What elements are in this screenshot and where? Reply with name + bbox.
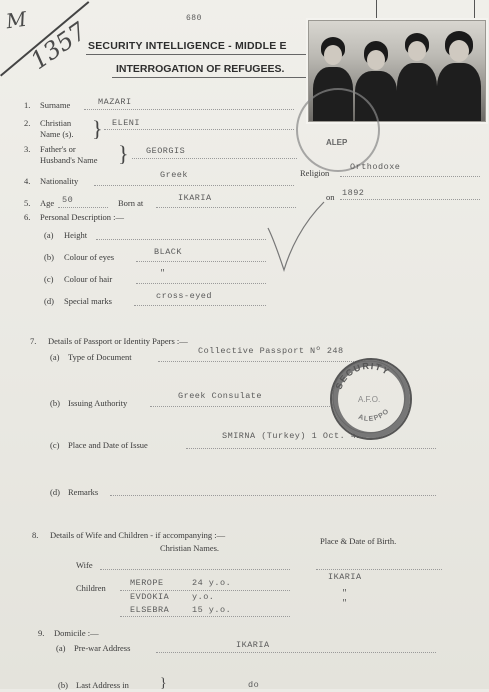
personal-description-label: Personal Description :— <box>40 212 125 222</box>
section-8-number: 8. <box>32 530 39 540</box>
marks-label: Special marks <box>64 296 112 306</box>
prewar-label: Pre-war Address <box>74 643 131 653</box>
father-name-label2: Husband's Name <box>40 155 98 165</box>
svg-text:SECURITY <box>334 361 392 391</box>
father-name-value: GEORGIS <box>146 146 186 156</box>
stamp-bottom-text: ALEPPO <box>357 407 391 424</box>
handwritten-number: 1357 <box>25 17 92 75</box>
age-label: Age <box>40 198 55 208</box>
hair-value: " <box>160 268 166 278</box>
wife-line <box>100 569 290 570</box>
born-on-value: 1892 <box>342 188 365 198</box>
issuing-letter: (b) <box>50 398 60 408</box>
wife-place-line <box>316 569 442 570</box>
field-6-number: 6. <box>24 212 31 222</box>
nationality-value: Greek <box>160 170 189 180</box>
christian-bracket: } <box>92 116 103 141</box>
prewar-value: IKARIA <box>236 640 270 650</box>
page-number: 680 <box>186 14 202 23</box>
wife-label: Wife <box>76 560 93 570</box>
passport-heading: Details of Passport or Identity Papers :— <box>48 336 188 346</box>
field-1-number: 1. <box>24 100 31 110</box>
issue-place-label: Place and Date of Issue <box>68 440 148 450</box>
child-1-name: MEROPE <box>130 578 164 588</box>
domicile-heading: Domicile :— <box>54 628 99 638</box>
nationality-label: Nationality <box>40 176 79 186</box>
surname-value: MAZARI <box>98 97 132 107</box>
field-3-number: 3. <box>24 144 31 154</box>
prewar-letter: (a) <box>56 643 66 653</box>
child-3-place: " <box>342 598 348 608</box>
religion-line <box>340 176 480 177</box>
eyes-line <box>136 261 266 262</box>
religion-value: Orthodoxe <box>350 162 401 172</box>
stamp-top-text: SECURITY <box>333 360 392 391</box>
christian-names-header: Christian Names. <box>160 543 220 553</box>
child-3-line <box>120 616 290 617</box>
stamp-middle-text: A.F.O. <box>358 395 381 404</box>
christian-name-value: ELENI <box>112 118 141 128</box>
child-2-age: y.o. <box>192 592 215 602</box>
last-address-letter: (b) <box>58 680 68 690</box>
eyes-letter: (b) <box>44 252 54 262</box>
section-7-number: 7. <box>30 336 37 346</box>
height-line <box>96 239 266 240</box>
eyes-value: BLACK <box>154 247 183 257</box>
remarks-line <box>110 495 436 496</box>
field-2-number: 2. <box>24 118 31 128</box>
eyes-label: Colour of eyes <box>64 252 115 262</box>
child-3-name: ELSEBRA <box>130 605 170 615</box>
person-4 <box>437 31 481 121</box>
issuing-label: Issuing Authority <box>68 398 128 408</box>
remarks-letter: (d) <box>50 487 60 497</box>
child-2-place: " <box>342 588 348 598</box>
top-box-edge-right <box>474 0 475 20</box>
last-address-value: do <box>248 680 260 690</box>
born-on-line <box>340 199 480 200</box>
doc-type-letter: (a) <box>50 352 60 362</box>
father-name-line <box>132 158 297 159</box>
issue-place-value: SMIRNA (Turkey) 1 Oct. 42 <box>222 431 363 441</box>
father-name-label: Father's or <box>40 144 76 154</box>
hair-label: Colour of hair <box>64 274 113 284</box>
family-heading: Details of Wife and Children - if accompanying :— <box>50 530 226 540</box>
surname-line <box>84 109 294 110</box>
field-5-number: 5. <box>24 198 31 208</box>
top-box-edge <box>376 0 377 20</box>
christian-name-label: Christian <box>40 118 72 128</box>
person-3 <box>397 33 437 121</box>
remarks-label: Remarks <box>68 487 99 497</box>
born-on-label: on <box>326 192 335 202</box>
section-9-number: 9. <box>38 628 45 638</box>
aleppo-stamp-faint-text: ALEP <box>326 138 348 147</box>
doc-type-label: Type of Document <box>68 352 132 362</box>
title2-underline <box>112 77 308 78</box>
svg-text:ALEPPO <box>357 408 391 423</box>
age-value: 50 <box>62 195 74 205</box>
place-date-header: Place & Date of Birth. <box>320 536 397 546</box>
height-label: Height <box>64 230 88 240</box>
marks-letter: (d) <box>44 296 54 306</box>
issue-place-line <box>186 448 436 449</box>
issuing-line <box>150 406 330 407</box>
surname-label: Surname <box>40 100 71 110</box>
born-at-label: Born at <box>118 198 144 208</box>
father-bracket: } <box>118 141 129 166</box>
born-at-value: IKARIA <box>178 193 212 203</box>
prewar-line <box>156 652 436 653</box>
security-stamp-svg <box>330 358 408 436</box>
security-stamp <box>330 358 412 440</box>
hair-letter: (c) <box>44 274 54 284</box>
aleppo-stamp-faint <box>296 88 380 172</box>
issue-place-letter: (c) <box>50 440 60 450</box>
title-underline <box>86 54 308 55</box>
height-letter: (a) <box>44 230 54 240</box>
religion-label: Religion <box>300 168 330 178</box>
child-1-line <box>120 590 290 591</box>
child-2-name: EVDOKIA <box>130 592 170 602</box>
children-label: Children <box>76 583 106 593</box>
age-line <box>58 207 108 208</box>
christian-name-label2: Name (s). <box>40 129 74 139</box>
form-title-line2: INTERROGATION OF REFUGEES. <box>116 63 285 75</box>
child-3-age: 15 y.o. <box>192 605 232 615</box>
nationality-line <box>94 185 294 186</box>
last-address-bracket: } <box>160 676 167 691</box>
doc-type-value: Collective Passport Nº 248 <box>198 346 344 356</box>
issuing-value: Greek Consulate <box>178 391 263 401</box>
handwritten-m: M <box>4 6 29 34</box>
marks-value: cross-eyed <box>156 291 213 301</box>
hair-line <box>136 283 266 284</box>
check-mark-icon <box>266 200 326 275</box>
child-1-place: IKARIA <box>328 572 362 582</box>
child-1-age: 24 y.o. <box>192 578 232 588</box>
form-title-line1: SECURITY INTELLIGENCE - MIDDLE E <box>88 40 287 52</box>
marks-line <box>134 305 266 306</box>
last-address-label: Last Address in <box>76 680 129 690</box>
field-4-number: 4. <box>24 176 31 186</box>
christian-name-line <box>104 129 294 130</box>
